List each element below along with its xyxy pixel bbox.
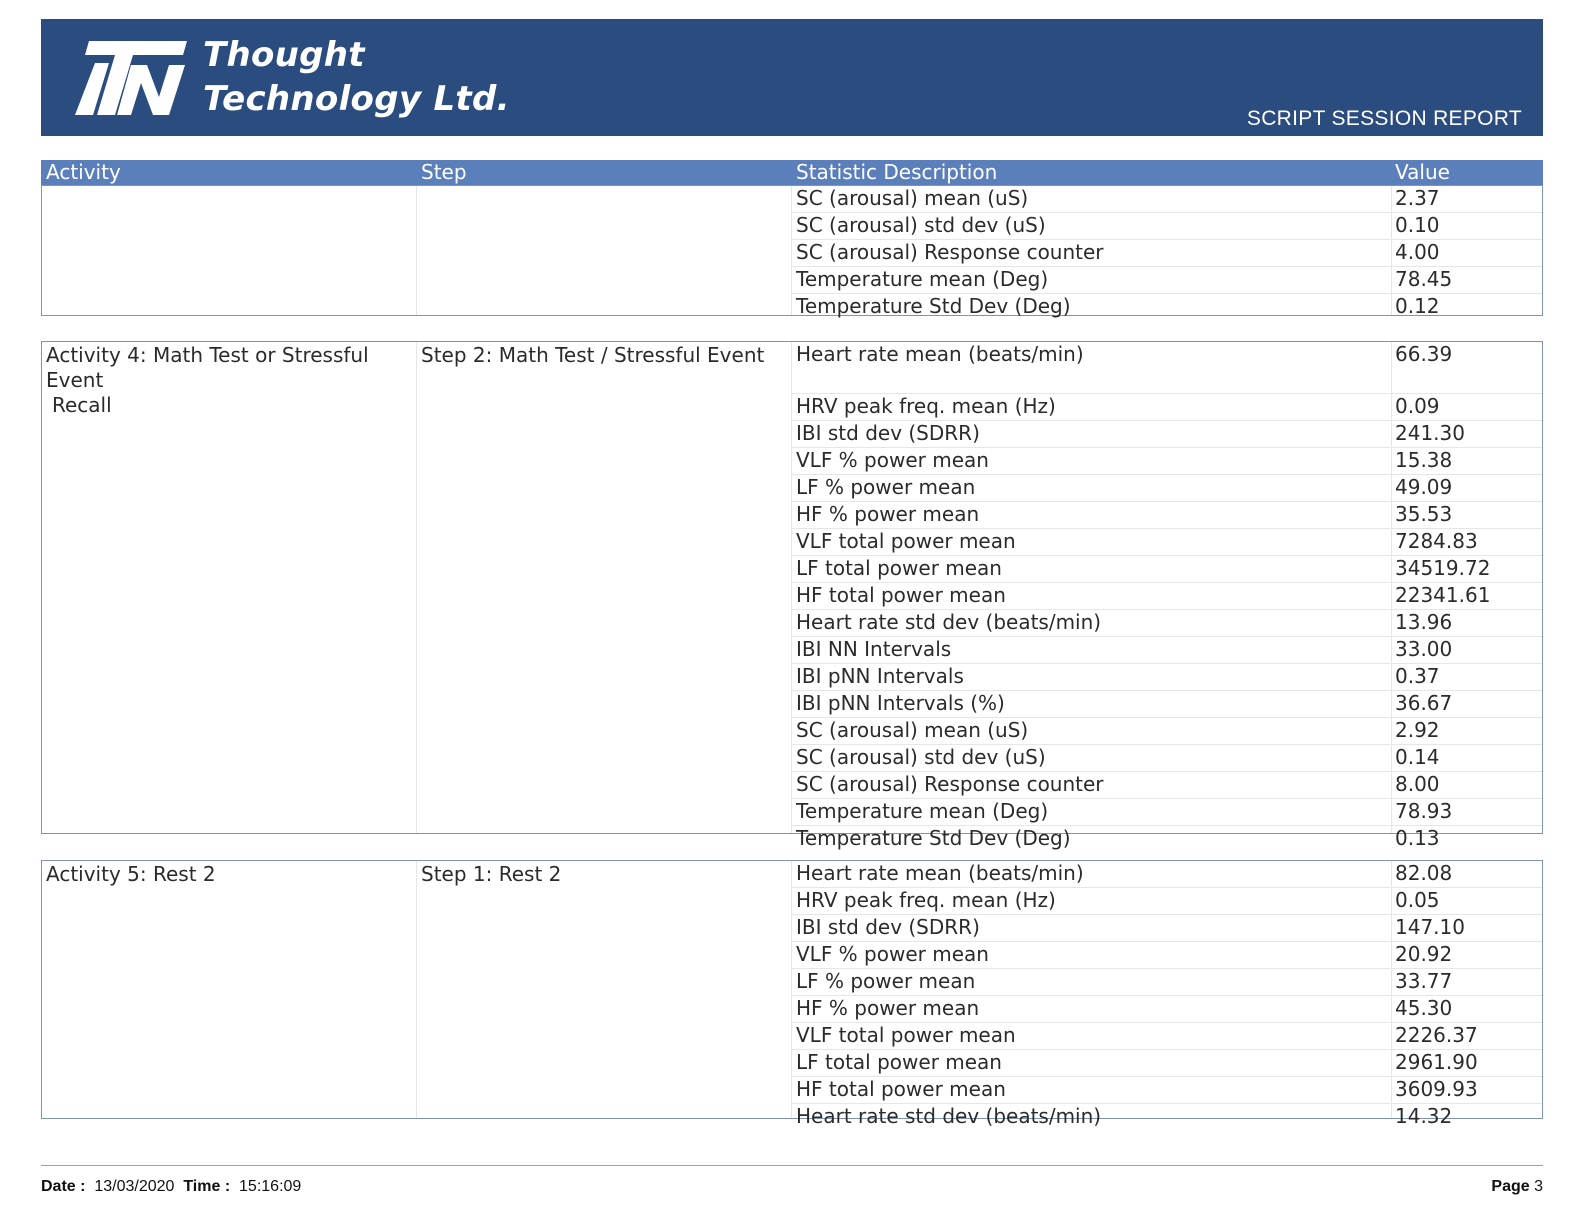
activity-cell xyxy=(46,861,412,887)
statistic-value: 0.09 xyxy=(1395,394,1440,418)
statistic-description: SC (arousal) Response counter xyxy=(796,772,1104,796)
statistic-description: VLF total power mean xyxy=(796,529,1016,553)
statistic-description: LF total power mean xyxy=(796,556,1002,580)
statistic-description: SC (arousal) mean (uS) xyxy=(796,718,1029,742)
statistic-value: 4.00 xyxy=(1395,240,1440,264)
column-divider xyxy=(416,861,417,1118)
table-row xyxy=(792,1077,1542,1104)
table-row xyxy=(792,915,1542,942)
table-row xyxy=(792,718,1542,745)
statistic-description: IBI NN Intervals xyxy=(796,637,952,661)
page-footer xyxy=(41,1176,1543,1198)
activity-name-continued: Recall xyxy=(52,393,112,417)
statistic-description: HRV peak freq. mean (Hz) xyxy=(796,394,1056,418)
column-header-statistic: Statistic Description xyxy=(796,160,998,184)
statistic-description: Heart rate mean (beats/min) xyxy=(796,861,1084,885)
statistic-value: 33.77 xyxy=(1395,969,1453,993)
table-row xyxy=(792,888,1542,915)
column-divider xyxy=(416,186,417,315)
statistic-value: 2226.37 xyxy=(1395,1023,1478,1047)
step-cell xyxy=(421,186,787,187)
company-logo-icon xyxy=(75,41,187,115)
statistic-value: 45.30 xyxy=(1395,996,1453,1020)
report-header-banner xyxy=(41,19,1543,136)
step-cell: Step 1: Rest 2 xyxy=(421,862,562,886)
date-value: 13/03/2020 xyxy=(94,1178,175,1195)
statistic-value: 82.08 xyxy=(1395,861,1453,885)
table-row xyxy=(792,421,1542,448)
table-row xyxy=(792,583,1542,610)
statistic-value: 22341.61 xyxy=(1395,583,1491,607)
statistic-description: SC (arousal) std dev (uS) xyxy=(796,213,1046,237)
column-header-value: Value xyxy=(1395,160,1450,184)
statistic-description: HF % power mean xyxy=(796,502,980,526)
statistic-value: 8.00 xyxy=(1395,772,1440,796)
statistic-description: Heart rate std dev (beats/min) xyxy=(796,610,1102,634)
table-row xyxy=(792,394,1542,421)
step-cell: Step 2: Math Test / Stressful Event xyxy=(421,343,765,367)
activity-block xyxy=(41,185,1543,316)
table-row xyxy=(792,529,1542,556)
table-row xyxy=(792,448,1542,475)
table-row xyxy=(792,1050,1542,1077)
time-label: Time : xyxy=(183,1178,231,1195)
table-row xyxy=(792,942,1542,969)
statistic-value: 34519.72 xyxy=(1395,556,1491,580)
table-row xyxy=(792,556,1542,583)
statistic-value: 2961.90 xyxy=(1395,1050,1478,1074)
statistic-description: IBI pNN Intervals xyxy=(796,664,964,688)
date-label: Date : xyxy=(41,1178,86,1195)
statistic-value: 35.53 xyxy=(1395,502,1453,526)
table-row xyxy=(792,745,1542,772)
table-row xyxy=(792,502,1542,529)
statistic-description: HRV peak freq. mean (Hz) xyxy=(796,888,1056,912)
statistic-value: 13.96 xyxy=(1395,610,1453,634)
statistic-value: 49.09 xyxy=(1395,475,1453,499)
table-row xyxy=(792,475,1542,502)
statistic-value: 36.67 xyxy=(1395,691,1453,715)
statistic-description: SC (arousal) std dev (uS) xyxy=(796,745,1046,769)
statistic-description: LF % power mean xyxy=(796,969,976,993)
statistic-description: SC (arousal) Response counter xyxy=(796,240,1104,264)
page-number: 3 xyxy=(1534,1178,1543,1195)
table-row xyxy=(792,1104,1542,1130)
statistic-value: 20.92 xyxy=(1395,942,1453,966)
table-row xyxy=(792,826,1542,852)
statistic-description: HF total power mean xyxy=(796,1077,1006,1101)
activity-name: Activity 4: Math Test or Stressful Event xyxy=(46,343,369,392)
table-row xyxy=(792,637,1542,664)
statistic-value: 7284.83 xyxy=(1395,529,1478,553)
statistic-value: 241.30 xyxy=(1395,421,1465,445)
table-row xyxy=(792,240,1542,267)
table-row xyxy=(792,267,1542,294)
statistic-value: 0.10 xyxy=(1395,213,1440,237)
statistic-value: 0.37 xyxy=(1395,664,1440,688)
footer-page xyxy=(1491,1176,1543,1198)
table-row xyxy=(792,610,1542,637)
statistic-description: HF total power mean xyxy=(796,583,1006,607)
table-row xyxy=(792,691,1542,718)
table-row xyxy=(792,799,1542,826)
report-title: SCRIPT SESSION REPORT xyxy=(1246,107,1522,130)
company-name-line2: Technology Ltd. xyxy=(203,79,510,119)
footer-date-time xyxy=(41,1176,301,1198)
column-divider xyxy=(416,342,417,833)
statistic-value: 0.14 xyxy=(1395,745,1440,769)
statistic-value: 2.37 xyxy=(1395,186,1440,210)
table-row xyxy=(792,1023,1542,1050)
statistic-value: 78.93 xyxy=(1395,799,1453,823)
statistic-value: 33.00 xyxy=(1395,637,1453,661)
statistic-description: LF % power mean xyxy=(796,475,976,499)
activity-name: Activity 5: Rest 2 xyxy=(46,862,216,886)
statistic-description: IBI std dev (SDRR) xyxy=(796,421,980,445)
statistic-description: VLF % power mean xyxy=(796,448,989,472)
table-row xyxy=(792,772,1542,799)
statistic-description: VLF % power mean xyxy=(796,942,989,966)
statistic-description: HF % power mean xyxy=(796,996,980,1020)
statistic-value: 3609.93 xyxy=(1395,1077,1478,1101)
table-column-header xyxy=(41,160,1543,186)
statistic-description: Heart rate std dev (beats/min) xyxy=(796,1104,1102,1128)
activity-block xyxy=(41,860,1543,1128)
table-row xyxy=(792,664,1542,691)
statistics-list xyxy=(792,186,1542,320)
activity-cell xyxy=(46,342,412,418)
statistic-description: IBI std dev (SDRR) xyxy=(796,915,980,939)
statistic-value: 0.13 xyxy=(1395,826,1440,850)
statistic-value: 66.39 xyxy=(1395,342,1453,366)
company-name-line1: Thought xyxy=(203,35,365,75)
statistic-value: 147.10 xyxy=(1395,915,1465,939)
statistic-value: 14.32 xyxy=(1395,1104,1453,1128)
table-row xyxy=(792,969,1542,996)
column-header-step: Step xyxy=(421,160,467,184)
table-row xyxy=(792,294,1542,320)
table-row xyxy=(792,342,1542,394)
column-header-activity: Activity xyxy=(46,160,121,184)
statistic-value: 78.45 xyxy=(1395,267,1453,291)
statistic-description: Temperature mean (Deg) xyxy=(796,799,1049,823)
activity-block xyxy=(41,341,1543,850)
statistic-value: 2.92 xyxy=(1395,718,1440,742)
statistic-description: SC (arousal) mean (uS) xyxy=(796,186,1029,210)
table-row xyxy=(792,213,1542,240)
table-row xyxy=(792,186,1542,213)
activity-cell xyxy=(46,186,412,187)
table-row xyxy=(792,861,1542,888)
statistic-description: VLF total power mean xyxy=(796,1023,1016,1047)
footer-divider xyxy=(41,1165,1543,1166)
statistic-description: Heart rate mean (beats/min) xyxy=(796,342,1084,366)
statistic-description: Temperature Std Dev (Deg) xyxy=(796,826,1071,850)
statistic-value: 0.05 xyxy=(1395,888,1440,912)
table-row xyxy=(792,996,1542,1023)
statistic-description: Temperature Std Dev (Deg) xyxy=(796,294,1071,318)
statistic-description: Temperature mean (Deg) xyxy=(796,267,1049,291)
statistics-list xyxy=(792,861,1542,1130)
statistic-description: IBI pNN Intervals (%) xyxy=(796,691,1005,715)
page-label: Page xyxy=(1491,1178,1530,1195)
time-value: 15:16:09 xyxy=(239,1178,302,1195)
statistic-value: 15.38 xyxy=(1395,448,1453,472)
statistics-list xyxy=(792,342,1542,852)
statistic-value: 0.12 xyxy=(1395,294,1440,318)
company-name xyxy=(203,33,510,121)
statistic-description: LF total power mean xyxy=(796,1050,1002,1074)
